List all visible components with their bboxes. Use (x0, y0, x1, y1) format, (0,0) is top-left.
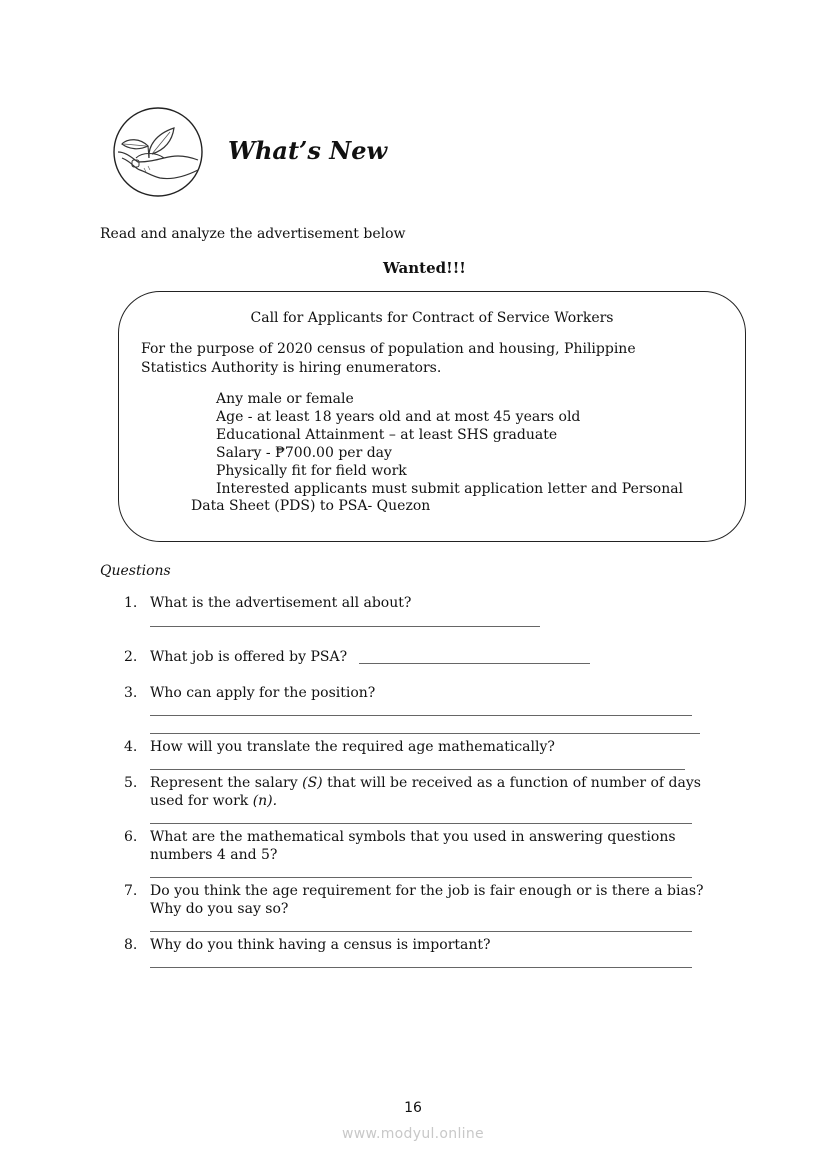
variable-s: (S) (302, 775, 323, 791)
questions-label: Questions (100, 563, 171, 579)
question-text (150, 774, 701, 792)
ad-heading: Call for Applicants for Contract of Service Workers (250, 310, 614, 326)
question-number: 1. (124, 595, 138, 611)
plant-in-hand-icon (112, 106, 204, 198)
ad-intro (141, 340, 701, 378)
question-text-part: Represent the salary (150, 775, 303, 791)
question-number: 7. (124, 883, 138, 899)
question-text (150, 792, 277, 810)
section-title: What’s New (228, 136, 388, 165)
requirement-item: Any male or female (216, 391, 354, 407)
question-text: numbers 4 and 5? (150, 847, 278, 863)
variable-n: (n). (252, 793, 278, 809)
instruction-text: Read and analyze the advertisement below (100, 226, 406, 242)
question-text: Why do you say so? (150, 901, 289, 917)
question-text-part: that will be received as a function of number of days (322, 775, 701, 791)
requirement-item: Age - at least 18 years old and at most 45 years old (216, 409, 581, 425)
requirement-continuation: Data Sheet (PDS) to PSA- Quezon (191, 498, 431, 514)
question-text: Do you think the age requirement for the job is fair enough or is there a bias? (150, 883, 704, 899)
page-number: 16 (404, 1100, 422, 1116)
question-number: 3. (124, 685, 138, 701)
requirement-item: Interested applicants must submit application letter and Personal (216, 481, 684, 497)
ad-title: Wanted!!! (383, 259, 466, 277)
answer-line[interactable] (150, 823, 692, 824)
question-text: Why do you think having a census is important? (150, 937, 491, 953)
question-number: 8. (124, 937, 138, 953)
advertisement-box (118, 291, 746, 542)
answer-line[interactable] (150, 626, 540, 627)
answer-line[interactable] (150, 931, 692, 932)
requirement-item: Salary - ₱700.00 per day (216, 445, 392, 461)
ad-intro-line: Statistics Authority is hiring enumerators. (141, 360, 442, 376)
question-number: 4. (124, 739, 138, 755)
answer-line[interactable] (150, 769, 685, 770)
requirement-item: Physically fit for field work (216, 463, 407, 479)
answer-line[interactable] (150, 715, 692, 716)
question-text: What is the advertisement all about? (150, 595, 412, 611)
answer-line[interactable] (150, 877, 692, 878)
question-number: 2. (124, 649, 138, 665)
ad-intro-line: For the purpose of 2020 census of population and housing, Philippine (141, 341, 636, 357)
requirements-list (216, 390, 683, 498)
question-number: 6. (124, 829, 138, 845)
answer-line[interactable] (150, 967, 692, 968)
question-number: 5. (124, 775, 138, 791)
answer-line[interactable] (150, 733, 700, 734)
watermark: www.modyul.online (342, 1126, 484, 1142)
question-text-part: used for work (150, 793, 253, 809)
question-text: What are the mathematical symbols that you used in answering questions (150, 829, 676, 845)
question-text: Who can apply for the position? (150, 685, 376, 701)
answer-line[interactable] (359, 663, 590, 664)
requirement-item: Educational Attainment – at least SHS graduate (216, 427, 558, 443)
question-text: How will you translate the required age mathematically? (150, 739, 555, 755)
question-text: What job is offered by PSA? (150, 649, 348, 665)
